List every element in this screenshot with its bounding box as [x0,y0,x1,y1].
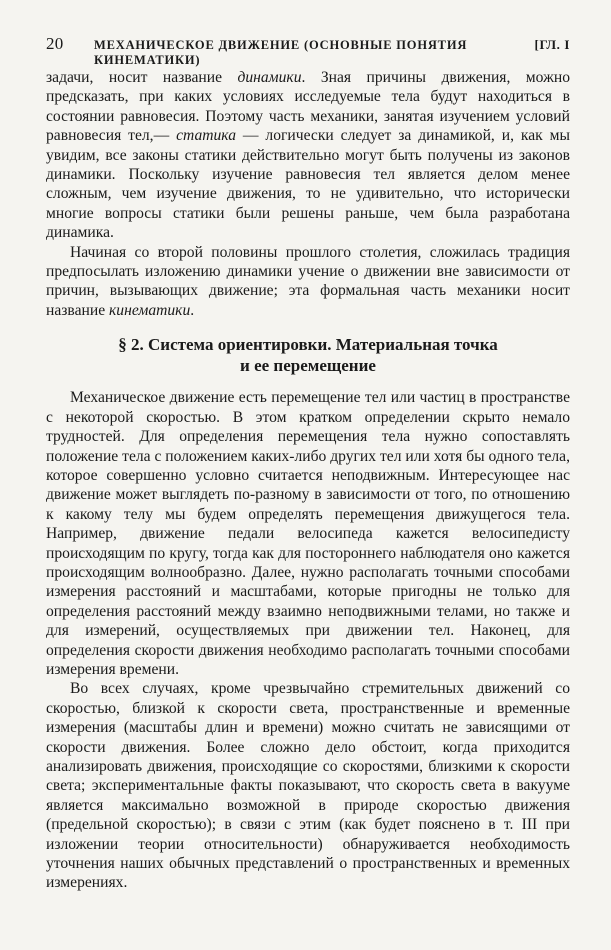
p1-text-c: . Зная причины движения, можно предсказать, при каких условиях исследуемые тела будут находиться в состоянии равновесия. Поэтому часть механики, занятая изучением условий равновесия тел,— [46,69,571,145]
p2-text-c: . [190,301,195,319]
paragraph-dynamics [46,68,570,243]
section-heading-line-2: и ее перемещение [240,356,376,376]
page-number: 20 [46,34,64,53]
book-page [46,34,570,893]
p1-text-a: задачи, носит название [46,69,238,86]
paragraph-kinematics [46,243,570,321]
p1-text-e: — логически следует за динамикой, и, как мы увидим, все законы статики действительно могут быть получены из законов динамики. Поскольку изучение равновесия тел является делом менее сложным, чем изучение движения, то не удивительно, что исторически многие вопросы статики были решены раньше, чем была разработана динамика. [46,127,570,242]
running-title: МЕХАНИЧЕСКОЕ ДВИЖЕНИЕ (ОСНОВНЫЕ ПОНЯТИЯ КИНЕМАТИКИ) [94,38,468,67]
chapter-marker: [ГЛ. I [534,37,570,52]
p2-text-a: Начиная со второй половины прошлого столетия, сложилась традиция предпосылать изложению динамики учение о движении вне зависимости от причин, вызывающих движение; эта формальная часть механики носит название [46,243,570,319]
term-kinematics: кинематики [109,301,191,319]
paragraph-light-speed: Во всех случаях, кроме чрезвычайно стремительных движений со скоростью, близкой к скорости света, пространственные и временные измерения (масштабы длин и времени) можно считать не зависящими от скорости движения. Более сложно дело обстоит, когда приходится анализировать движения, происходящие со скоростями, близкими к скорости света; экспериментальные факты показывают, что скорость света в вакууме является максимально возможной в природе скоростью движения (предельной скоростью); в связи с этим (как будет пояснено в т. III при изложении теории относительности) обнаруживается необходимость уточнения наших обычных представлений о пространственных и временных измерениях. [46,680,570,892]
term-dynamics: динамики [237,69,302,86]
section-heading-line-1: § 2. Система ориентировки. Материальная точка [118,335,498,355]
term-statics: статика [176,127,237,145]
paragraph-mechanical-motion: Механическое движение есть перемещение тел или частиц в пространстве с некоторой скоростью. В этом кратком определении скрыто немало трудностей. Для определения перемещения тела нужно сопоставлять положение тела с положением каких-либо других тел или хотя бы одного тела, которое совершенно условно считается неподвижным. Интересующее нас движение может выглядеть по-разному в зависимости от того, по отношению к какому телу мы будем определять перемещения движущегося тела. Например, движение педали велосипеда кажется велосипедисту происходящим по кругу, тогда как для постороннего наблюдателя оно кажется происходящим волнообразно. Далее, нужно располагать точными способами измерения расстояний и масштабами, которые пригодны не только для определения расстояний между взаимно неподвижными телами, но также и для измерений, осуществляемых при движении тел. Наконец, для определения скорости движения необходимо располагать точными способами измерения времени. [46,389,570,678]
running-head [46,34,570,67]
section-heading [46,334,570,376]
